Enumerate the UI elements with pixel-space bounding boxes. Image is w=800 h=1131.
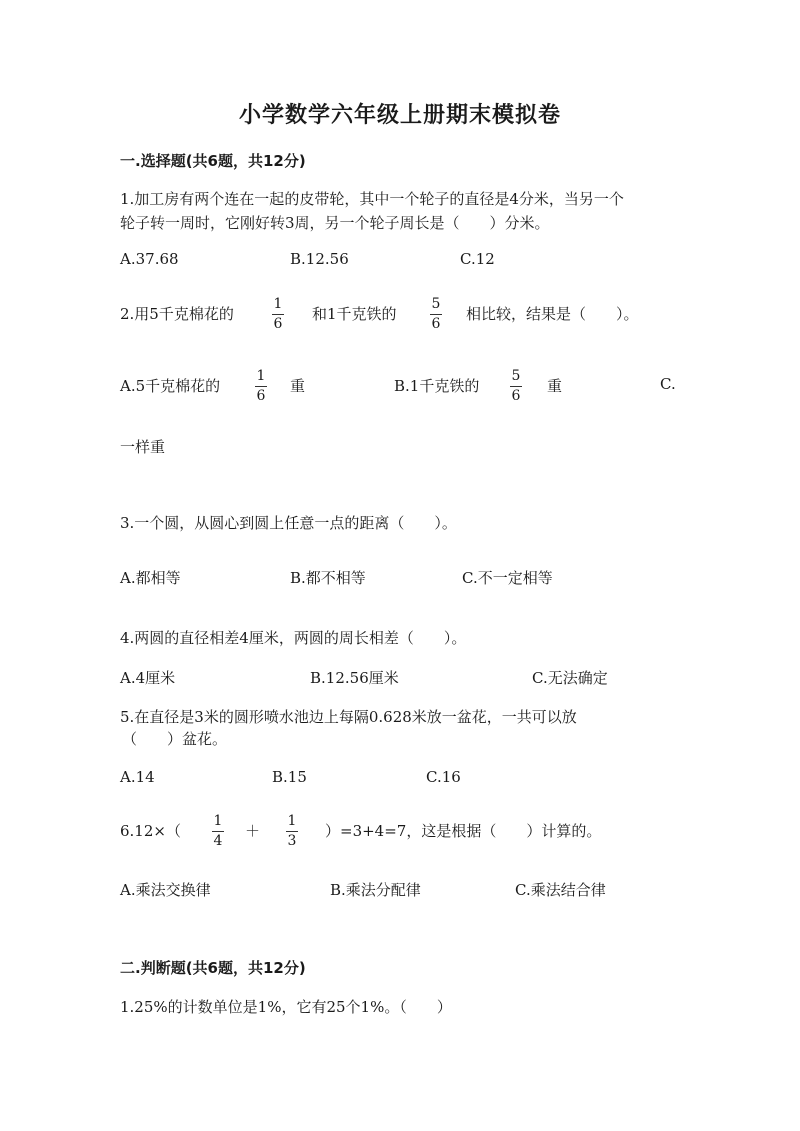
question-2-option-a-fraction — [255, 368, 267, 405]
question-4-text: 4.两圆的直径相差4厘米，两圆的周长相差（ ）。 — [120, 629, 467, 647]
question-1-line-1: 1.加工房有两个连在一起的皮带轮，其中一个轮子的直径是4分米，当另一个 — [120, 190, 624, 208]
fraction-denominator: 3 — [287, 833, 297, 849]
fraction-denominator: 6 — [431, 316, 441, 332]
question-5-line-2: （ ）盆花。 — [122, 730, 228, 748]
question-2-option-b-prefix: B.1千克铁的 — [394, 377, 480, 395]
question-2-option-a-prefix: A.5千克棉花的 — [120, 377, 221, 395]
question-3-option-c: C.不一定相等 — [462, 569, 553, 587]
fraction-bar — [212, 831, 224, 832]
question-2-text-part-3: 相比较，结果是（ ）。 — [466, 305, 639, 323]
question-2-fraction-1 — [272, 296, 284, 333]
fraction-denominator: 6 — [273, 316, 283, 332]
question-2-fraction-2 — [430, 296, 442, 333]
question-4-option-b: B.12.56厘米 — [310, 669, 399, 687]
question-2-option-b-fraction — [510, 368, 522, 405]
question-4-option-a: A.4厘米 — [120, 669, 176, 687]
page-title: 小学数学六年级上册期末模拟卷 — [238, 103, 561, 128]
fraction-numerator: 5 — [431, 296, 441, 312]
question-2-option-b-suffix: 重 — [547, 377, 563, 395]
question-2-option-a-suffix: 重 — [290, 377, 306, 395]
fraction-bar — [510, 386, 522, 387]
question-2-text-part-2: 和1千克铁的 — [312, 305, 397, 323]
question-6-text-part-1: 6.12×（ — [120, 822, 181, 840]
fraction-numerator: 1 — [287, 813, 297, 829]
question-6-option-a: A.乘法交换律 — [120, 881, 211, 899]
question-6-fraction-1 — [212, 813, 224, 850]
fraction-bar — [272, 314, 284, 315]
fraction-denominator: 6 — [256, 388, 266, 404]
fraction-numerator: 1 — [273, 296, 283, 312]
question-5-line-1: 5.在直径是3米的圆形喷水池边上每隔0.628米放一盆花，一共可以放 — [120, 708, 577, 726]
question-4-option-c: C.无法确定 — [532, 669, 608, 687]
question-5-option-b: B.15 — [272, 768, 307, 786]
question-6-plus: ＋ — [245, 822, 261, 840]
section-heading-choice: 一.选择题(共6题，共12分) — [120, 152, 306, 170]
question-6-fraction-2 — [286, 813, 298, 850]
question-5-option-a: A.14 — [120, 768, 155, 786]
question-1-line-2: 轮子转一周时，它刚好转3周，另一个轮子周长是（ ）分米。 — [120, 214, 550, 232]
question-5-option-c: C.16 — [426, 768, 461, 786]
section-heading-judgment: 二.判断题(共6题，共12分) — [120, 959, 306, 977]
fraction-denominator: 6 — [511, 388, 521, 404]
question-1-option-b: B.12.56 — [290, 250, 349, 268]
fraction-denominator: 4 — [213, 833, 223, 849]
fraction-numerator: 1 — [256, 368, 266, 384]
question-1-option-c: C.12 — [460, 250, 495, 268]
question-2-text-part-1: 2.用5千克棉花的 — [120, 305, 234, 323]
fraction-bar — [430, 314, 442, 315]
question-6-text-part-2: ）=3+4=7，这是根据（ ）计算的。 — [325, 822, 602, 840]
fraction-bar — [255, 386, 267, 387]
question-6-option-c: C.乘法结合律 — [515, 881, 606, 899]
question-3-option-a: A.都相等 — [120, 569, 181, 587]
question-1-option-a: A.37.68 — [120, 250, 179, 268]
question-2-option-c-text: 一样重 — [120, 438, 166, 456]
fraction-numerator: 1 — [213, 813, 223, 829]
question-3-option-b: B.都不相等 — [290, 569, 366, 587]
fraction-bar — [286, 831, 298, 832]
fraction-numerator: 5 — [511, 368, 521, 384]
judgment-1-text: 1.25%的计数单位是1%，它有25个1%。（ ） — [120, 998, 452, 1016]
question-6-option-b: B.乘法分配律 — [330, 881, 421, 899]
question-2-option-c-label: C. — [660, 375, 676, 393]
question-3-text: 3.一个圆，从圆心到圆上任意一点的距离（ ）。 — [120, 514, 457, 532]
